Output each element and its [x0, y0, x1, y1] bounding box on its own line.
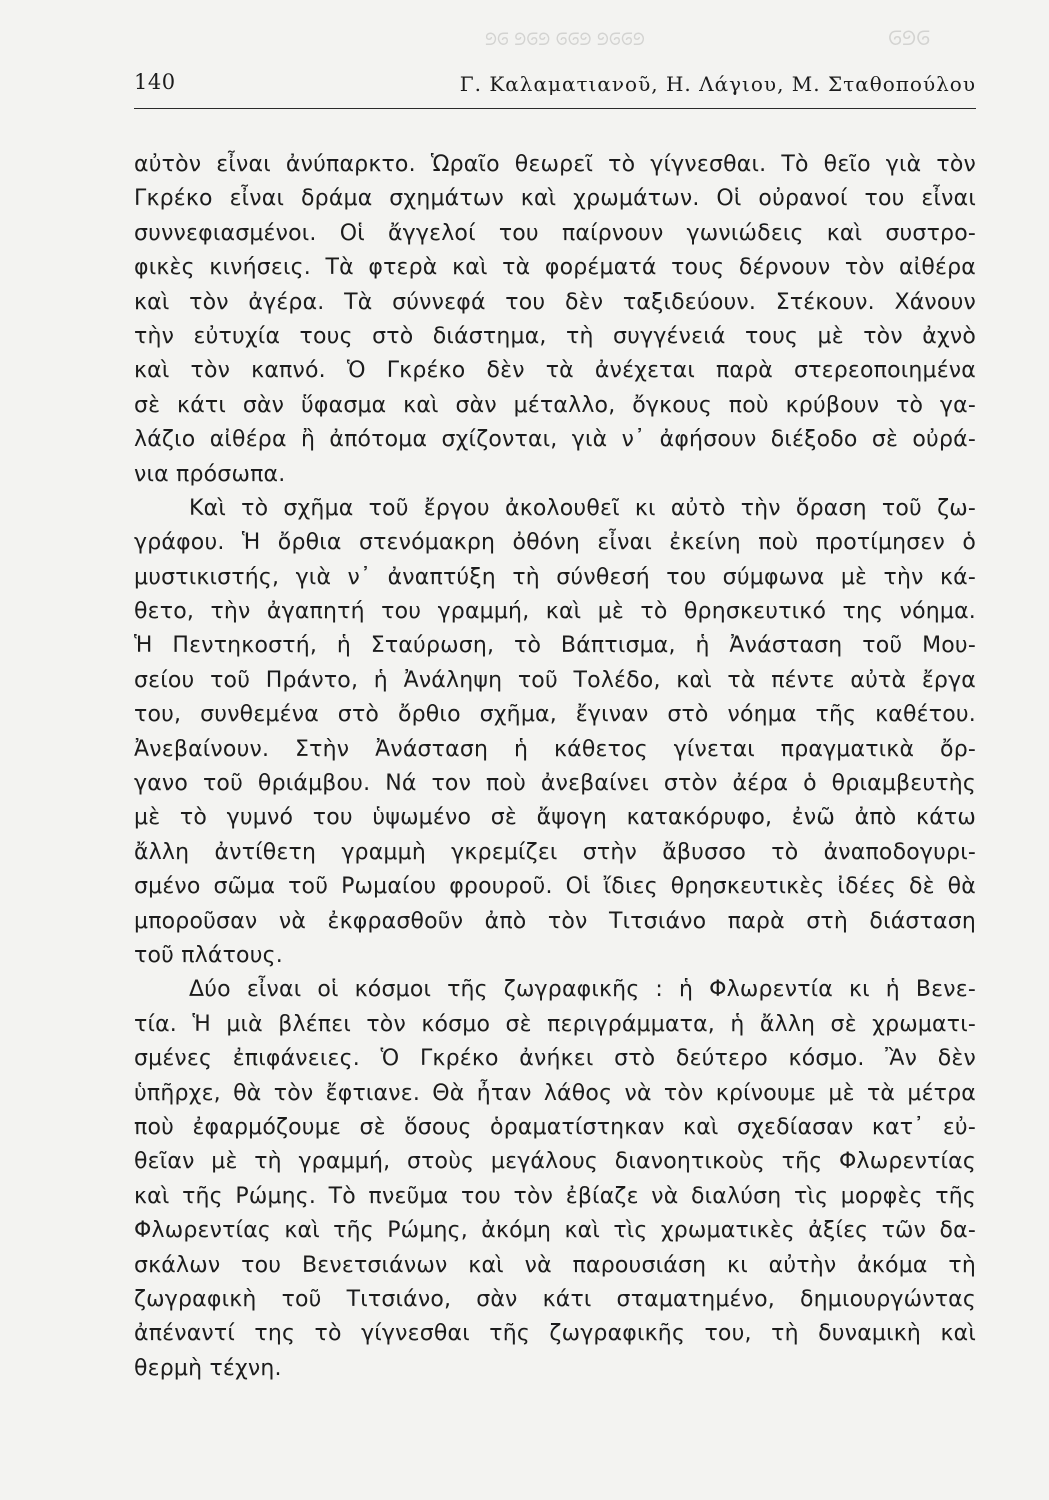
bleed-through-mark: ᘓᘐᘐᘓ ᘓᘐᘐ ᘓᘐᘓ ᘐᘓ: [485, 30, 645, 50]
text-line: νια πρόσωπα.: [134, 461, 286, 487]
text-line: τία. Ἡ μιὰ βλέπει τὸν κόσμο σὲ περιγράμματα, ἡ ἄλλη σὲ χρωματι-: [134, 1011, 976, 1037]
text-line: καὶ τὸν καπνό. Ὁ Γκρέκο δὲν τὰ ἀνέχεται παρὰ στερεοποιημένα: [134, 358, 976, 384]
text-line: Ἀνεβαίνουν. Στὴν Ἀνάσταση ἡ κάθετος γίνεται πραγματικὰ ὄρ-: [134, 736, 976, 762]
text-line: ἄλλη ἀντίθετη γραμμὴ γκρεμίζει στὴν ἄβυσσο τὸ ἀναποδογυρι-: [134, 839, 976, 865]
text-line: Καὶ τὸ σχῆμα τοῦ ἔργου ἀκολουθεῖ κι αὐτὸ τὴν ὅραση τοῦ ζω-: [189, 495, 976, 521]
body-text: [134, 148, 976, 1386]
text-line: Ἡ Πεντηκοστή, ἡ Σταύρωση, τὸ Βάπτισμα, ἡ Ἀνάσταση τοῦ Μου-: [134, 633, 976, 659]
header-rule: [134, 108, 976, 109]
page-header: [134, 70, 976, 110]
running-head: Γ. Καλαματιανοῦ, Η. Λάγιου, Μ. Σταθοπούλου: [459, 72, 976, 96]
text-line: γανο τοῦ θριάμβου. Νά τον ποὺ ἀνεβαίνει στὸν ἀέρα ὁ θριαμβευτὴς: [134, 771, 976, 797]
text-line: σμένο σῶμα τοῦ Ρωμαίου φρουροῦ. Οἱ ἴδιες θρησκευτικὲς ἰδέες δὲ θὰ: [134, 874, 976, 900]
paragraph: [134, 973, 976, 1386]
text-line: του, συνθεμένα στὸ ὄρθιο σχῆμα, ἔγιναν στὸ νόημα τῆς καθέτου.: [134, 702, 976, 728]
text-line: φικὲς κινήσεις. Τὰ φτερὰ καὶ τὰ φορέματά τους δέρνουν τὸν αἰθέρα: [134, 255, 976, 281]
text-line: Γκρέκο εἶναι δράμα σχημάτων καὶ χρωμάτων. Οἱ οὐρανοί του εἶναι: [134, 186, 976, 212]
page-number: 140: [134, 70, 176, 94]
paragraph: [134, 148, 976, 492]
text-line: συννεφιασμένοι. Οἱ ἄγγελοί του παίρνουν γωνιώδεις καὶ συστρο-: [134, 220, 976, 246]
text-line: τὴν εὐτυχία τους στὸ διάστημα, τὴ συγγένειά τους μὲ τὸν ἀχνὸ: [134, 323, 976, 349]
text-line: αὐτὸν εἶναι ἀνύπαρκτο. Ὡραῖο θεωρεῖ τὸ γίγνεσθαι. Τὸ θεῖο γιὰ τὸν: [134, 152, 976, 177]
text-line: γράφου. Ἡ ὄρθια στενόμακρη ὀθόνη εἶναι ἐκείνη ποὺ προτίμησεν ὁ: [134, 530, 976, 556]
text-line: μυστικιστής, γιὰ ν᾿ ἀναπτύξη τὴ σύνθεσή του σύμφωνα μὲ τὴν κά-: [134, 564, 976, 590]
text-line: σείου τοῦ Πράντο, ἡ Ἀνάληψη τοῦ Τολέδο, καὶ τὰ πέντε αὐτὰ ἔργα: [134, 667, 976, 693]
text-line: λάζιο αἰθέρα ἢ ἀπότομα σχίζονται, γιὰ ν᾿ ἀφήσουν διέξοδο σὲ οὐρά-: [134, 427, 976, 453]
text-line: μποροῦσαν νὰ ἐκφρασθοῦν ἀπὸ τὸν Τιτσιάνο παρὰ στὴ διάσταση: [134, 908, 976, 934]
bleed-through-mark: ᘐᘓᘐ: [888, 26, 931, 50]
text-line: θετο, τὴν ἀγαπητή του γραμμή, καὶ μὲ τὸ θρησκευτικό της νόημα.: [134, 599, 976, 625]
text-line: τοῦ πλάτους.: [134, 942, 283, 968]
text-line: θεῖαν μὲ τὴ γραμμή, στοὺς μεγάλους διανοητικοὺς τῆς Φλωρεντίας: [134, 1149, 976, 1175]
text-line: ἀπέναντί της τὸ γίγνεσθαι τῆς ζωγραφικῆς του, τὴ δυναμικὴ καὶ: [134, 1321, 976, 1347]
text-line: σκάλων του Βενετσιάνων καὶ νὰ παρουσιάση κι αὐτὴν ἀκόμα τὴ: [134, 1252, 976, 1278]
text-line: καὶ τὸν ἀγέρα. Τὰ σύννεφά του δὲν ταξιδεύουν. Στέκουν. Χάνουν: [134, 289, 976, 315]
text-line: σὲ κάτι σὰν ὕφασμα καὶ σὰν μέταλλο, ὄγκους ποὺ κρύβουν τὸ γα-: [134, 392, 976, 418]
text-line: Δύο εἶναι οἱ κόσμοι τῆς ζωγραφικῆς : ἡ Φλωρεντία κι ἡ Βενε-: [189, 977, 976, 1003]
text-line: καὶ τῆς Ρώμης. Τὸ πνεῦμα του τὸν ἐβίαζε νὰ διαλύση τὶς μορφὲς τῆς: [134, 1183, 976, 1209]
text-line: θερμὴ τέχνη.: [134, 1355, 282, 1381]
text-line: σμένες ἐπιφάνειες. Ὁ Γκρέκο ἀνήκει στὸ δεύτερο κόσμο. Ἂν δὲν: [134, 1046, 976, 1072]
text-line: μὲ τὸ γυμνό του ὑψωμένο σὲ ἄψογη κατακόρυφο, ἐνῶ ἀπὸ κάτω: [134, 805, 976, 831]
text-line: ποὺ ἐφαρμόζουμε σὲ ὅσους ὁραματίστηκαν καὶ σχεδίασαν κατ᾿ εὐ-: [134, 1114, 976, 1140]
text-line: ὑπῆρχε, θὰ τὸν ἔφτιανε. Θὰ ἦταν λάθος νὰ τὸν κρίνουμε μὲ τὰ μέτρα: [134, 1080, 976, 1106]
text-line: ζωγραφικὴ τοῦ Τιτσιάνο, σὰν κάτι σταματημένο, δημιουργώντας: [134, 1286, 976, 1312]
paragraph: [134, 492, 976, 973]
text-line: Φλωρεντίας καὶ τῆς Ρώμης, ἀκόμη καὶ τὶς χρωματικὲς ἀξίες τῶν δα-: [134, 1218, 976, 1244]
